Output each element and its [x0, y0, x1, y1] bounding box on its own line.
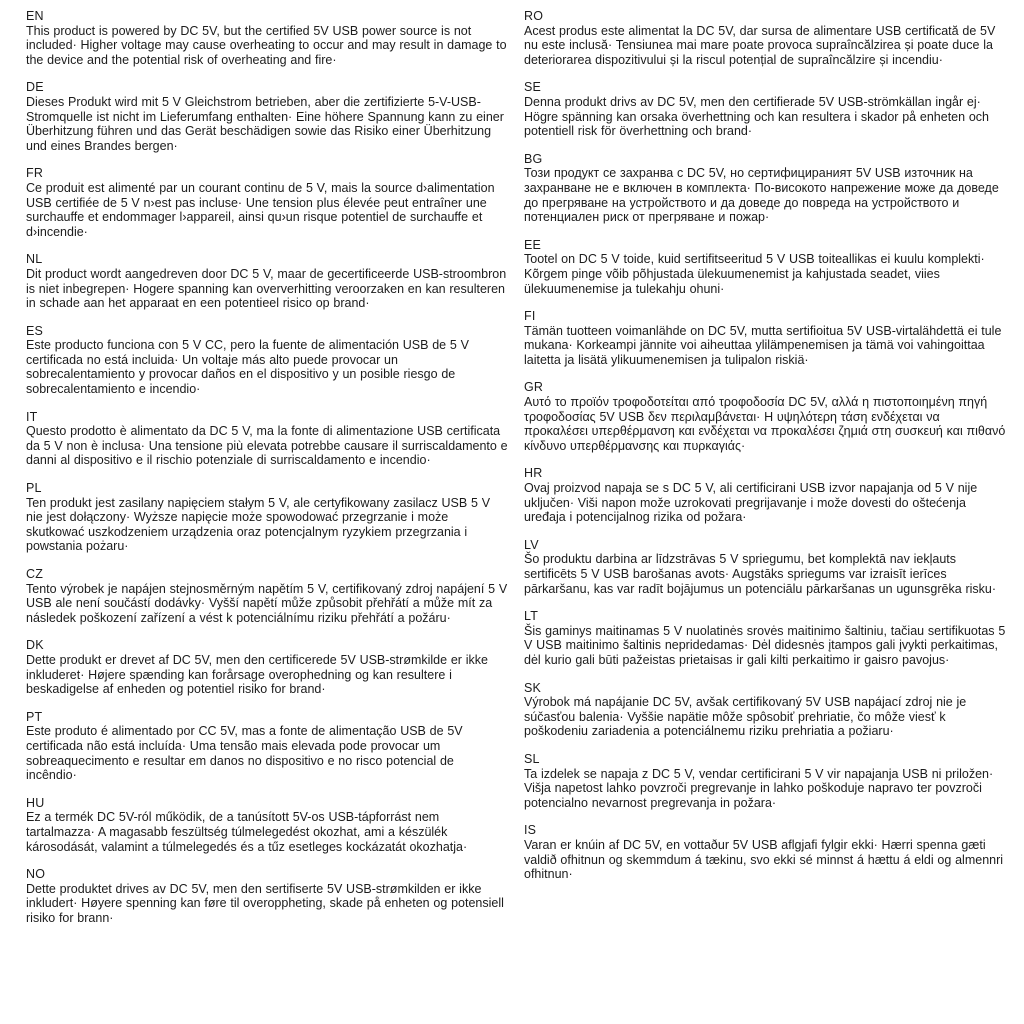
language-code: FR — [26, 166, 44, 181]
language-section-gr — [524, 380, 1006, 453]
language-section-lt — [524, 609, 1006, 667]
language-code: DE — [26, 80, 44, 95]
language-text: Varan er knúin af DC 5V, en vottaður 5V USB aflgjafi fylgir ekki· Hærri spenna gæti valdið ofhitnun og skemmdum á tækinu, svo ekki sé minnst á hættu á eldi og almennri ofhitnun· — [524, 837, 1004, 882]
language-section-is — [524, 823, 1006, 881]
language-text: Този продукт се захранва с DC 5V, но сертифицираният 5V USB източник на захранване не е включен в комплекта· По-високото напрежение може да доведе до прегряване на устройството и да доведе до повреда на устройството и потенциален риск от прегряване и пожар· — [524, 166, 999, 225]
language-code: ES — [26, 323, 44, 338]
language-code: CZ — [26, 567, 44, 581]
language-code: LT — [524, 609, 539, 624]
language-text: Šo produktu darbina ar līdzstrāvas 5 V spriegumu, bet komplektā nav iekļauts sertificēts 5 V USB barošanas avots· Augstāks spriegums var izraisīt ierīces pārkaršanu, kas var radīt bojājumus un potenciālu pārkaršanas un ugunsgrēka risku· — [524, 552, 997, 596]
language-code: EE — [524, 237, 542, 252]
language-text: Dette produkt er drevet af DC 5V, men den certificerede 5V USB-strømkilde er ikke inkluderet· Højere spænding kan forårsage overophedning og kan resultere i beskadigelse af enheden og potentiel risiko for brand· — [26, 652, 488, 697]
language-code: FI — [524, 309, 536, 324]
language-section-de — [26, 80, 508, 153]
language-section-bg — [524, 152, 1006, 225]
language-section-sl — [524, 752, 1006, 810]
language-text: Dette produktet drives av DC 5V, men den sertifiserte 5V USB-strømkilden er ikke inkludert· Høyere spenning kan føre til overoppheting, skade på enheten og potensiell risiko for brann· — [26, 881, 504, 925]
language-text: Questo prodotto è alimentato da DC 5 V, ma la fonte di alimentazione USB certificata da 5 V non è inclusa· Una tensione più elevata potrebbe causare il surriscaldamento e danni al dispositivo e il rischio potenziale di surriscaldamento e incendio· — [26, 424, 508, 468]
left-column — [26, 9, 508, 1016]
language-text: Ez a termék DC 5V-ról működik, de a tanúsított 5V-os USB-tápforrást nem tartalmazza· A magasabb feszültség túlmelegedést okozhat, ami a készülék károsodását, valamint a túlmelegedés és a tűz esetleges kockázatát okozhatja· — [26, 810, 468, 854]
language-code: PT — [26, 709, 43, 724]
language-section-se — [524, 80, 1006, 138]
language-code: SE — [524, 80, 542, 95]
language-code: NL — [26, 252, 43, 267]
language-section-it — [26, 410, 508, 468]
language-text: Este producto funciona con 5 V CC, pero la fuente de alimentación USB de 5 V certificada no está incluida· Un voltaje más alto puede provocar un sobrecalentamiento y provocar daños en el dispositivo y un posible riesgo de sobrecalentamiento e incendio· — [26, 338, 469, 397]
language-code: BG — [524, 151, 543, 166]
language-code: SL — [524, 751, 540, 766]
language-section-fr — [26, 166, 508, 239]
language-text: Tämän tuotteen voimanlähde on DC 5V, mutta sertifioitua 5V USB-virtalähdettä ei tule mukana· Korkeampi jännite voi aiheuttaa ylilämpenemisen ja tämä voi vahingoittaa laitetta ja lisätä ylikuumenemisen ja tulipalon riskiä· — [524, 323, 1002, 367]
language-text: Ce produit est alimenté par un courant continu de 5 V, mais la source d›alimentation USB certifiée de 5 V n›est pas incluse· Une tension plus élevée peut entraîner une surchauffe et endommager l›appareil, ainsi qu›un risque potentiel de surchauffe et d›incendie· — [26, 180, 495, 239]
language-text: Tento výrobek je napájen stejnosměrným napětím 5 V, certifikovaný zdroj napájení 5 V USB ale není součástí dodávky· Vyšší napětí může způsobit přehřátí a může mít za následek poškození zařízení a vést k potenciálnímu riziku přehřátí a požáru· — [26, 581, 508, 625]
language-section-sk — [524, 681, 1006, 739]
language-section-nl — [26, 252, 508, 310]
language-code: PL — [26, 481, 42, 496]
language-code: NO — [26, 867, 46, 882]
language-text: Šis gaminys maitinamas 5 V nuolatinės srovės maitinimo šaltiniu, tačiau sertifikuotas 5 V USB maitinimo šaltinis nepridedamas· Dėl didesnės įtampos gali įvykti perkaitimas, dėl kurio gali būti pažeistas prietaisas ir gali kilti perkaitimo ir gaisro pavojus· — [524, 623, 1006, 667]
language-code: HR — [524, 466, 543, 481]
language-text: Αυτό το προϊόν τροφοδοτείται από τροφοδοσία DC 5V, αλλά η πιστοποιημένη πηγή τροφοδοσίας 5V USB δεν περιλαμβάνεται· Η υψηλότερη τάση ενδέχεται να προκαλέσει υπερθέρμανση και ενδέχεται να προκαλέσει ζημιά στη συσκευή και πιθανό κίνδυνο υπερθέρμανσης και πυρκαγιάς· — [524, 395, 1006, 453]
language-text: Este produto é alimentado por CC 5V, mas a fonte de alimentação USB de 5V certificada não está incluída· Uma tensão mais elevada pode provocar um sobreaquecimento e resultar em danos no dispositivo e no risco potencial de incêndio· — [26, 724, 463, 783]
language-code: IS — [524, 823, 537, 838]
language-section-hr — [524, 466, 1006, 524]
language-text: Denna produkt drivs av DC 5V, men den certifierade 5V USB-strömkällan ingår ej· Högre spänning kan orsaka överhettning och kan resultera i skador på enheten och potentiell risk för överhettning och brand· — [524, 94, 990, 139]
language-section-ro — [524, 9, 1006, 67]
language-text: Ten produkt jest zasilany napięciem stałym 5 V, ale certyfikowany zasilacz USB 5 V nie jest dołączony· Wyższe napięcie może spowodować przegrzanie i może skutkować uszkodzeniem urządzenia oraz potencjalnym ryzykiem przegrzania i powstania pożaru· — [26, 495, 491, 554]
language-section-pt — [26, 710, 508, 783]
language-section-es — [26, 324, 508, 397]
language-text: Dieses Produkt wird mit 5 V Gleichstrom betrieben, aber die zertifizierte 5-V-USB-Stromquelle ist nicht im Lieferumfang enthalten· Eine höhere Spannung kann zu einer Überhitzung führen und das Gerät beschädigen sowie das Risiko einer Überhitzung und eines Brandes bergen· — [26, 94, 504, 153]
language-code: IT — [26, 409, 38, 424]
language-code: DK — [26, 638, 44, 653]
language-section-pl — [26, 481, 508, 554]
language-text: Acest produs este alimentat la DC 5V, dar sursa de alimentare USB certificată de 5V nu este inclusă· Tensiunea mai mare poate provoca supraîncălzirea și poate duce la deteriorarea dispozitivului și la riscul potențial de supraîncălzire și incendiu· — [524, 23, 996, 67]
language-text: This product is powered by DC 5V, but the certified 5V USB power source is not included· Higher voltage may cause overheating to occur and may result in damage to the device and the potential risk of overheating and fire· — [26, 23, 507, 67]
language-text: Ta izdelek se napaja z DC 5 V, vendar certificirani 5 V vir napajanja USB ni priložen· Višja napetost lahko povzroči pregrevanje in lahko poškoduje napravo ter povzroči potencialno nevarnost pregrevanja in požara· — [524, 766, 994, 810]
language-section-lv — [524, 538, 1006, 596]
language-section-no — [26, 867, 508, 925]
language-code: SK — [524, 680, 542, 695]
language-code: RO — [524, 9, 544, 23]
language-code: LV — [524, 537, 539, 552]
right-column — [524, 9, 1006, 1016]
language-section-en — [26, 9, 508, 67]
language-section-dk — [26, 638, 508, 696]
language-section-hu — [26, 796, 508, 854]
language-section-fi — [524, 309, 1006, 367]
language-text: Výrobok má napájanie DC 5V, avšak certifikovaný 5V USB napájací zdroj nie je súčasťou balenia· Vyššie napätie môže spôsobiť prehriatie, čo môže viesť k poškodeniu zariadenia a potenciálnemu riziku prehriatia a požiaru· — [524, 695, 967, 739]
language-code: EN — [26, 9, 44, 23]
language-text: Tootel on DC 5 V toide, kuid sertifitseeritud 5 V USB toiteallikas ei kuulu komplekti· Kõrgem pinge võib põhjustada ülekuumenemist ja kahjustada seadet, viies ülekuumenemise ja tulekahju ohuni· — [524, 252, 985, 296]
language-section-cz — [26, 567, 508, 625]
language-code: HU — [26, 795, 45, 810]
language-code: GR — [524, 380, 544, 395]
language-text: Ovaj proizvod napaja se s DC 5 V, ali certificirani USB izvor napajanja od 5 V nije uključen· Viši napon može uzrokovati pregrijavanje i može dovesti do oštećenja uređaja i potencijalnog rizika od požara· — [524, 481, 978, 525]
language-section-ee — [524, 238, 1006, 296]
language-text: Dit product wordt aangedreven door DC 5 V, maar de gecertificeerde USB-stroombron is niet inbegrepen· Hogere spanning kan oververhitting veroorzaken en kan resulteren in schade aan het apparaat en een potentieel risico op brand· — [26, 266, 507, 311]
